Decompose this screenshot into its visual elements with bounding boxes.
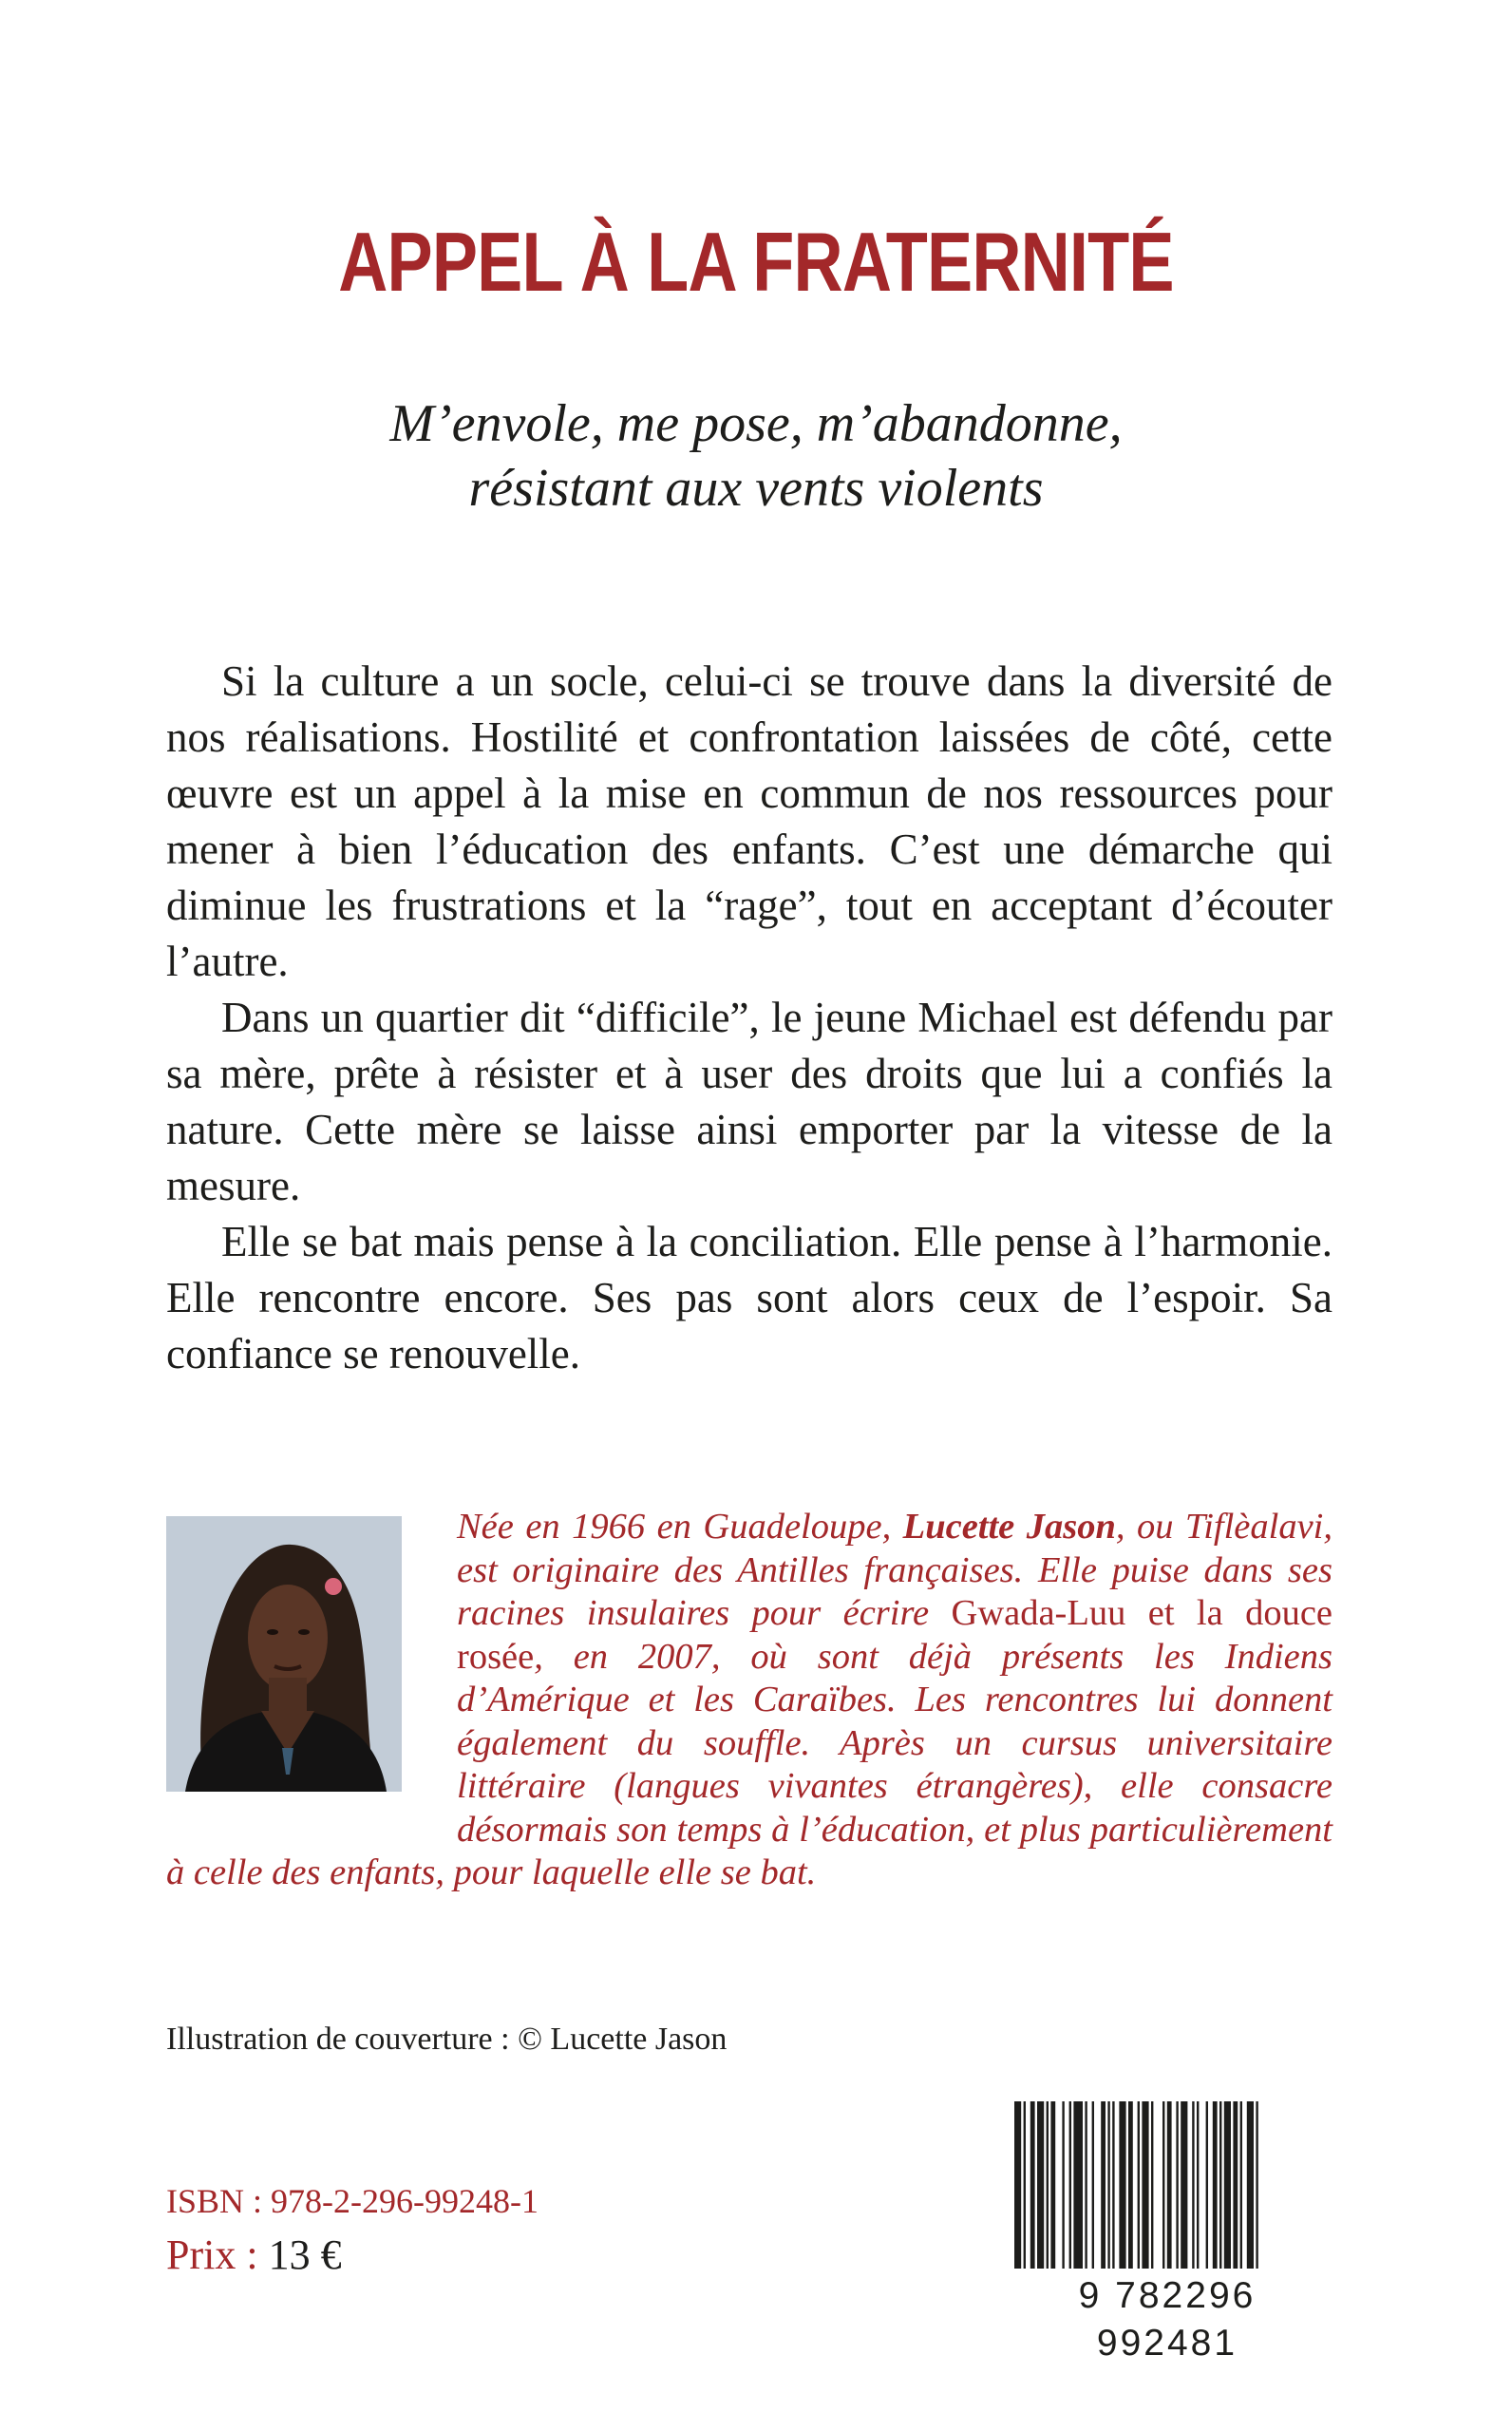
barcode-bar [1138,2101,1140,2269]
barcode-bar [1112,2101,1114,2269]
barcode-bar [1233,2101,1238,2269]
author-bio [166,1506,1332,1895]
barcode-bar [1219,2101,1221,2269]
book-title: APPEL À LA FRATERNITÉ [338,215,1174,309]
subtitle-line-1: M’envole, me pose, m’abandonne, [389,394,1123,453]
summary-paragraph: Si la culture a un socle, celui-ci se trouve dans la diversité de nos réalisations. Hostilité et confrontation laissées de côté, cette œuvre est un appel à la mise en commun de nos ressources pour mener à bien l’éducation des enfants. C’est une démarche qui diminue les frustrations et la “rage”, tout en acceptant d’écouter l’autre. [166,657,1332,985]
barcode-bar [1092,2101,1094,2269]
bio-text: , ou Tiflèalavi, est originaire des Antilles françaises. Elle puise dans ses racines insulaires pour écrire [457,1507,1333,1633]
barcode-bar [1213,2101,1218,2269]
barcode-bar [1024,2101,1026,2269]
barcode-bars [1005,2101,1330,2272]
barcode [1005,2101,1330,2364]
book-reference: Gwada-Luu et la douce rosée [457,1593,1333,1677]
barcode-bar [1128,2101,1133,2269]
barcode-bar [1085,2101,1087,2269]
barcode-bar [1247,2101,1254,2269]
bio-text: , en 2007, où sont déjà présents les Indiens d’Amérique et les Caraïbes. Les rencontres lui donnent également du souffle. Après un cursus universitaire littéraire (langues vivantes étrangères), elle consacre désormais son temps à l’éducation, et plus particulièrement à celle des enfants, pour laquelle elle se bat. [166,1636,1332,1892]
barcode-digits: 9 782296 992481 [1078,2275,1257,2364]
barcode-bar [1181,2101,1187,2269]
barcode-bar [1167,2101,1172,2269]
barcode-bar [1073,2101,1083,2269]
barcode-bar [1162,2101,1164,2269]
summary-paragraph: Elle se bat mais pense à la conciliation. Elle pense à l’harmonie. Elle rencontre encore. Ses pas sont alors ceux de l’espoir. Sa confiance se renouvelle. [166,1218,1332,1377]
barcode-bar [1176,2101,1178,2269]
price [166,2231,342,2279]
barcode-bar [1142,2101,1148,2269]
subtitle-line-2: résistant aux vents violents [468,459,1044,518]
illustration-credit: Illustration de couverture : © Lucette Jason [166,2022,728,2057]
barcode-bar [1062,2101,1064,2269]
price-label: Prix : [166,2232,269,2278]
barcode-bar [1047,2101,1049,2269]
barcode-bar [1151,2101,1153,2269]
book-summary [166,654,1332,1382]
isbn: ISBN : 978-2-296-99248-1 [166,2182,539,2220]
barcode-bar [1101,2101,1106,2269]
barcode-bar [1037,2101,1044,2269]
barcode-bar [1030,2101,1035,2269]
barcode-bar [1224,2101,1231,2269]
author-name: Lucette Jason [902,1507,1116,1547]
barcode-bar [1119,2101,1125,2269]
summary-paragraph: Dans un quartier dit “difficile”, le jeune Michael est défendu par sa mère, prête à résister et à user des droits que lui a confiés la nature. Cette mère se laisse ainsi emporter par la vitesse de la mesure. [166,994,1332,1209]
barcode-bar [1256,2101,1257,2269]
book-subtitle [0,391,1512,521]
barcode-bar [1240,2101,1242,2269]
price-value: 13 € [268,2232,342,2278]
barcode-bar [1192,2101,1194,2269]
barcode-bar [1014,2101,1021,2269]
barcode-bar [1050,2101,1055,2269]
barcode-bar [1107,2101,1109,2269]
bio-text: Née en 1966 en Guadeloupe, [457,1507,903,1547]
barcode-bar [1197,2101,1199,2269]
barcode-bar [1206,2101,1208,2269]
barcode-bar [1069,2101,1071,2269]
